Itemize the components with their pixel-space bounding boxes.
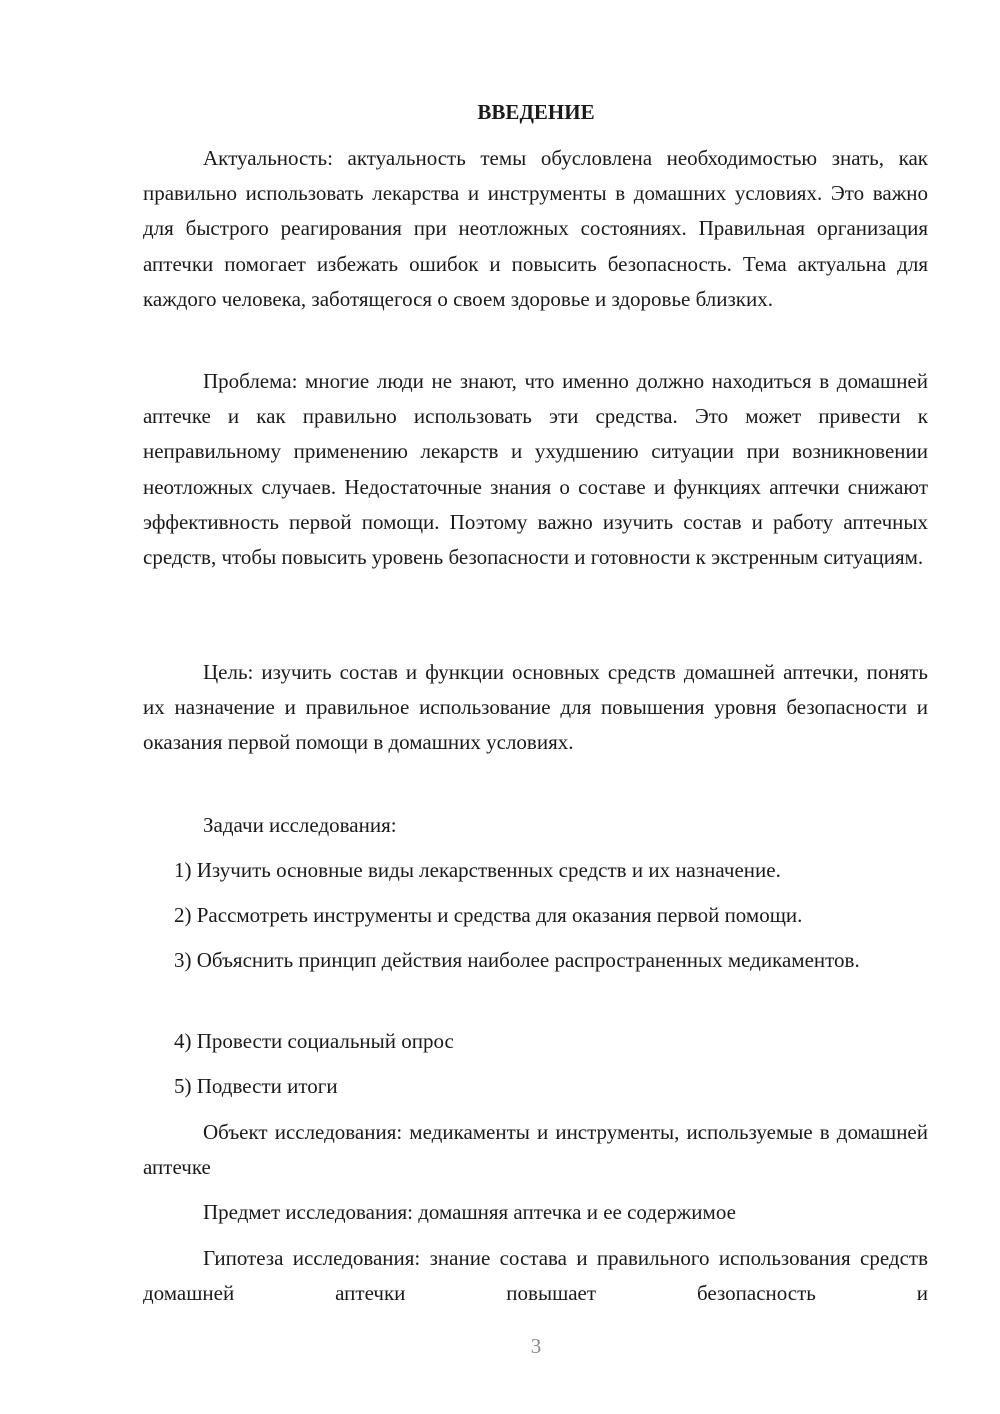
paragraph-hypothesis: Гипотеза исследования: знание состава и правильного использования средств домашней аптечки повышает безопасность и	[143, 1246, 928, 1306]
section-heading: ВВЕДЕНИЕ	[477, 100, 595, 124]
task-item-5: 5) Подвести итоги	[174, 1074, 338, 1098]
task-item-1: 1) Изучить основные виды лекарственных средств и их назначение.	[174, 858, 781, 882]
paragraph-subject: Предмет исследования: домашняя аптечка и ее содержимое	[203, 1200, 736, 1224]
paragraph-object: Объект исследования: медикаменты и инструменты, используемые в домашней аптечке	[143, 1120, 928, 1180]
page-number: 3	[530, 1334, 542, 1358]
task-item-2: 2) Рассмотреть инструменты и средства для оказания первой помощи.	[174, 903, 803, 927]
tasks-label: Задачи исследования:	[203, 813, 397, 837]
paragraph-relevance: Актуальность: актуальность темы обусловлена необходимостью знать, как правильно использовать лекарства и инструменты в домашних условиях. Это важно для быстрого реагирования при неотложных состояниях. Правильная организация аптечки помогает избежать ошибок и повысить безопасность. Тема актуальна для каждого человека, заботящегося о своем здоровье и здоровье близких.	[143, 146, 928, 311]
paragraph-goal: Цель: изучить состав и функции основных средств домашней аптечки, понять их назначение и правильное использование для повышения уровня безопасности и оказания первой помощи в домашних условиях.	[143, 660, 928, 755]
task-item-4: 4) Провести социальный опрос	[174, 1029, 454, 1053]
paragraph-problem: Проблема: многие люди не знают, что именно должно находиться в домашней аптечке и как правильно использовать эти средства. Это может привести к неправильному применению лекарств и ухудшению ситуации при возникновении неотложных случаев. Недостаточные знания о составе и функциях аптечки снижают эффективность первой помощи. Поэтому важно изучить состав и работу аптечных средств, чтобы повысить уровень безопасности и готовности к экстренным ситуациям.	[143, 369, 928, 570]
task-item-3: 3) Объяснить принцип действия наиболее распространенных медикаментов.	[174, 948, 860, 972]
